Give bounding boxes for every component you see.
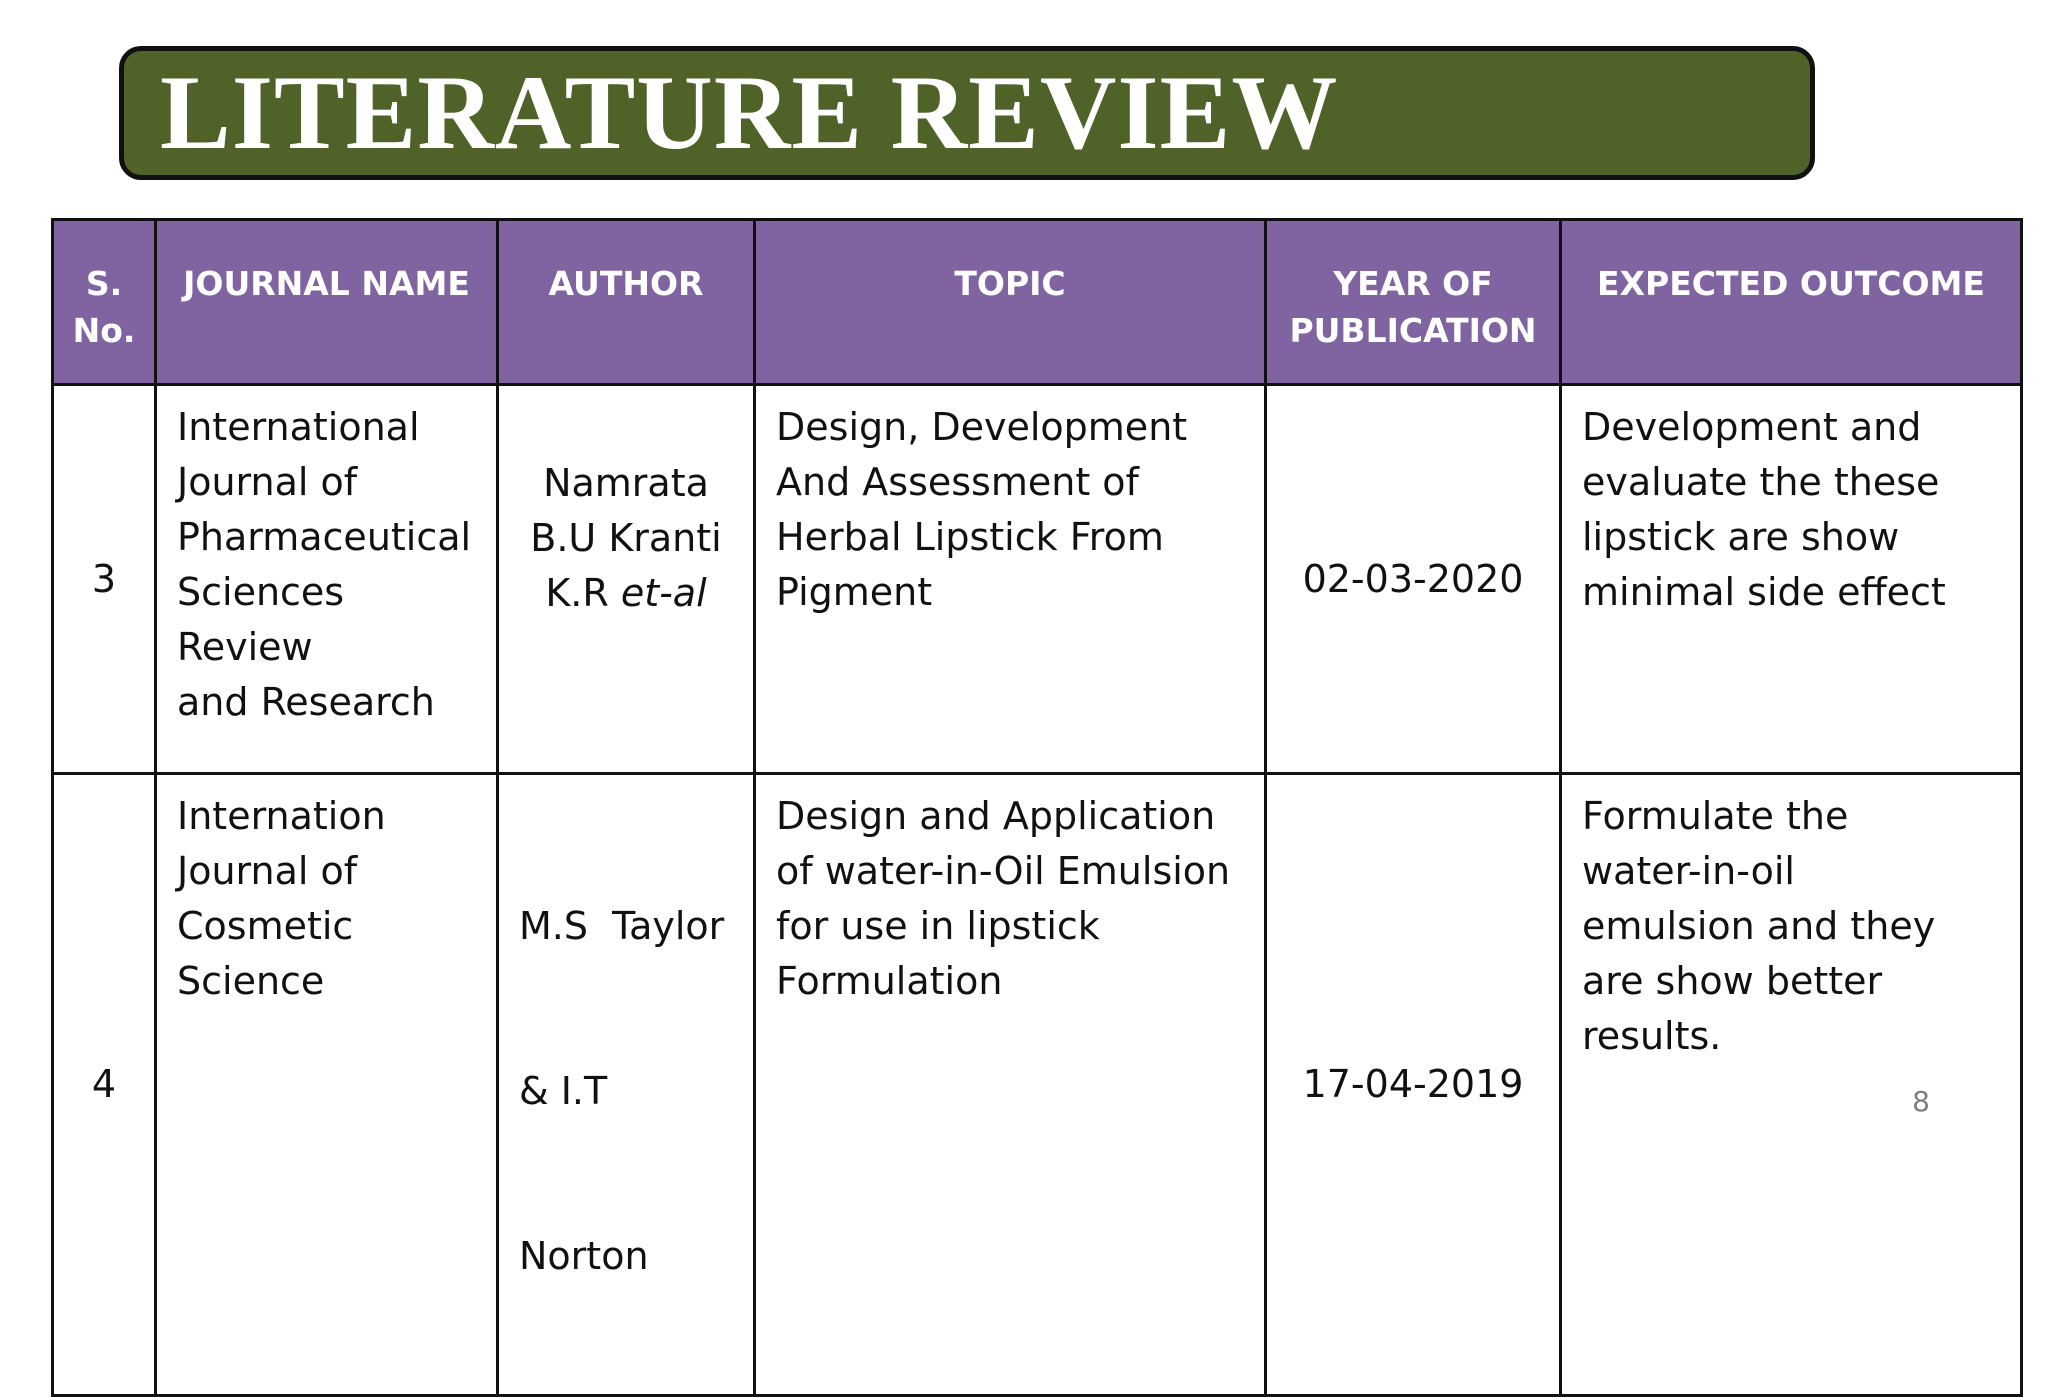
- header-journal-name: JOURNAL NAME: [156, 220, 498, 385]
- cell-journal-name: Internation Journal of Cosmetic Science: [156, 774, 498, 1396]
- cell-topic: Design, Development And Assessment of Herbal Lipstick From Pigment: [755, 385, 1266, 774]
- cell-serial-number: 3: [53, 385, 156, 774]
- slide-title: LITERATURE REVIEW: [160, 54, 1339, 171]
- cell-year-of-publication: 17-04-2019: [1266, 774, 1561, 1396]
- table-row: [53, 774, 2022, 1396]
- header-serial-number: S. No.: [53, 220, 156, 385]
- header-author: AUTHOR: [498, 220, 755, 385]
- cell-expected-outcome: Formulate the water-in-oil emulsion and they are show better results.: [1561, 774, 2022, 1396]
- literature-review-table: [51, 218, 2023, 1397]
- header-topic: TOPIC: [755, 220, 1266, 385]
- cell-journal-name: International Journal of Pharmaceutical Sciences Review and Research: [156, 385, 498, 774]
- page-number: 8: [1912, 1085, 1930, 1118]
- cell-author: M.S Taylor & I.T Norton: [498, 774, 755, 1396]
- header-expected-outcome: EXPECTED OUTCOME: [1561, 220, 2022, 385]
- cell-author: Namrata B.U Kranti K.R et-al: [498, 385, 755, 774]
- table-row: [53, 385, 2022, 774]
- cell-year-of-publication: 02-03-2020: [1266, 385, 1561, 774]
- table-header-row: [53, 220, 2022, 385]
- cell-topic: Design and Application of water-in-Oil Emulsion for use in lipstick Formulation: [755, 774, 1266, 1396]
- cell-serial-number: 4: [53, 774, 156, 1396]
- cell-expected-outcome: Development and evaluate the these lipstick are show minimal side effect: [1561, 385, 2022, 774]
- header-year-of-publication: YEAR OF PUBLICATION: [1266, 220, 1561, 385]
- title-banner: [119, 46, 1815, 180]
